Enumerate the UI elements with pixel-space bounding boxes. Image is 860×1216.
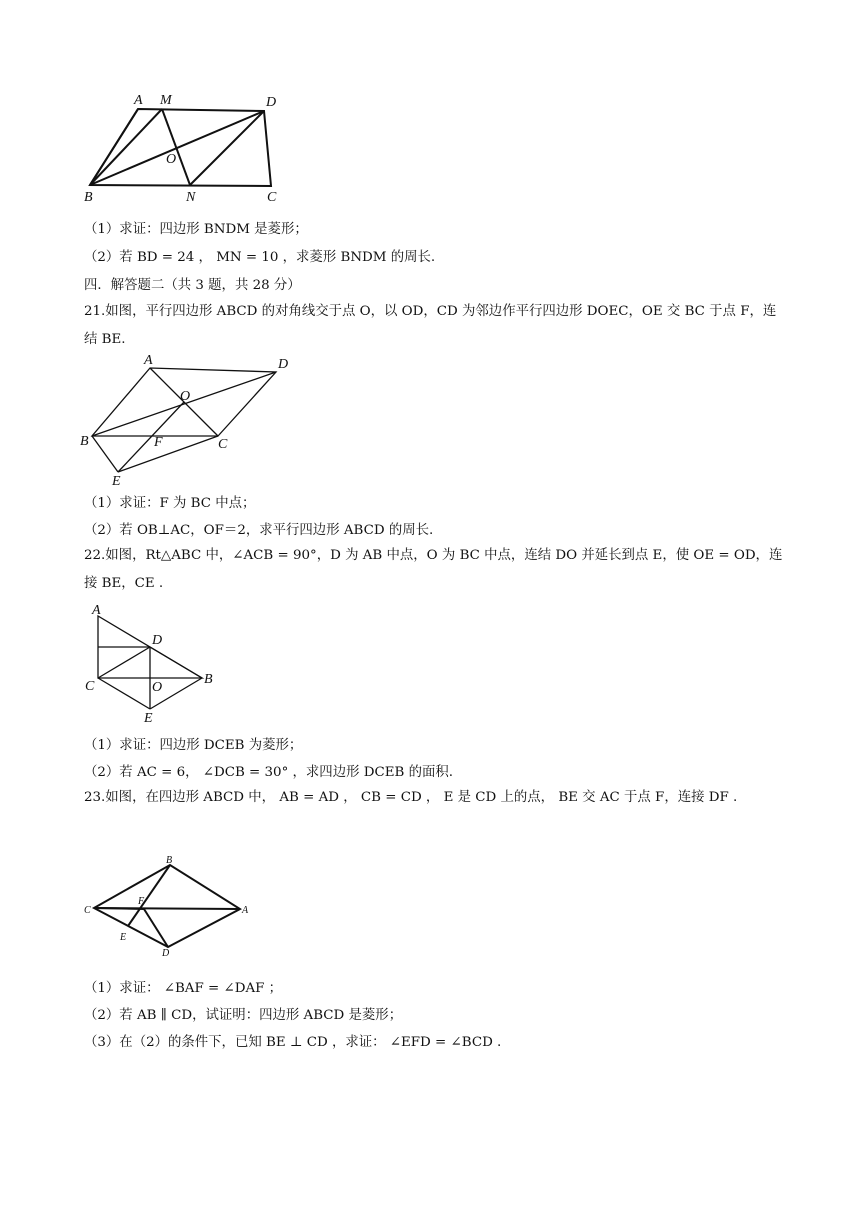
q23-part1: （1）求证： ∠BAF = ∠DAF ；	[84, 981, 283, 996]
figure-q21-parallelogram	[78, 350, 293, 490]
label-e: E	[112, 474, 121, 489]
q20-part1: （1）求证：四边形 BNDM 是菱形；	[84, 222, 308, 237]
label-c: C	[84, 905, 91, 916]
label-d: D	[278, 357, 289, 372]
label-e: E	[144, 711, 153, 726]
label-d: D	[266, 95, 277, 110]
label-b: B	[80, 434, 89, 449]
label-o: O	[180, 389, 191, 404]
label-a: A	[134, 93, 143, 108]
label-d: D	[162, 948, 170, 957]
q23-part3: （3）在（2）的条件下，已知 BE ⊥ CD ，求证： ∠EFD = ∠BCD .	[84, 1035, 502, 1050]
q23-stem: 23.如图，在四边形 ABCD 中， AB = AD ， CB = CD ， E 是 CD 上的点， BE 交 AC 于点 F，连接 DF .	[84, 790, 738, 805]
q22-part2: （2）若 AC = 6， ∠DCB = 30° ，求四边形 DCEB 的面积.	[84, 765, 454, 780]
q22-stem: 22.如图，Rt△ABC 中，∠ACB = 90°，D 为 AB 中点，O 为 BC 中点，连结 DO 并延长到点 E，使 OE = OD，连接 BE，CE .	[84, 548, 783, 591]
figure-q23-kite	[82, 852, 262, 957]
label-f: F	[138, 896, 145, 907]
label-a: A	[242, 905, 249, 916]
label-a: A	[92, 603, 101, 618]
label-b: B	[166, 855, 173, 866]
label-e: E	[120, 932, 127, 943]
section-heading: 四．解答题二（共 3 题，共 28 分）	[84, 278, 301, 293]
label-a: A	[144, 353, 153, 368]
q22-part1: （1）求证：四边形 DCEB 为菱形；	[84, 738, 303, 753]
q21-part2: （2）若 OB⊥AC，OF＝2，求平行四边形 ABCD 的周长.	[84, 523, 434, 538]
q21-part1: （1）求证：F 为 BC 中点；	[84, 496, 256, 511]
label-f: F	[154, 435, 163, 450]
label-b: B	[84, 190, 93, 205]
figure-q22-rhombus	[82, 598, 232, 726]
label-c: C	[267, 190, 277, 205]
label-o: O	[166, 152, 177, 167]
q21-stem: 21.如图，平行四边形 ABCD 的对角线交于点 O，以 OD，CD 为邻边作平行四边形 DOEC，OE 交 BC 于点 F，连结 BE.	[84, 304, 777, 347]
q20-part2: （2）若 BD = 24 ， MN = 10 ，求菱形 BNDM 的周长.	[84, 250, 436, 265]
label-d: D	[152, 633, 163, 648]
label-n: N	[186, 190, 196, 205]
label-b: B	[204, 672, 213, 687]
label-c: C	[85, 679, 95, 694]
figure-q20-parallelogram	[78, 88, 288, 208]
label-c: C	[218, 437, 228, 452]
label-m: M	[160, 93, 172, 108]
label-o: O	[152, 680, 163, 695]
q23-part2: （2）若 AB ∥ CD，试证明：四边形 ABCD 是菱形；	[84, 1008, 403, 1023]
